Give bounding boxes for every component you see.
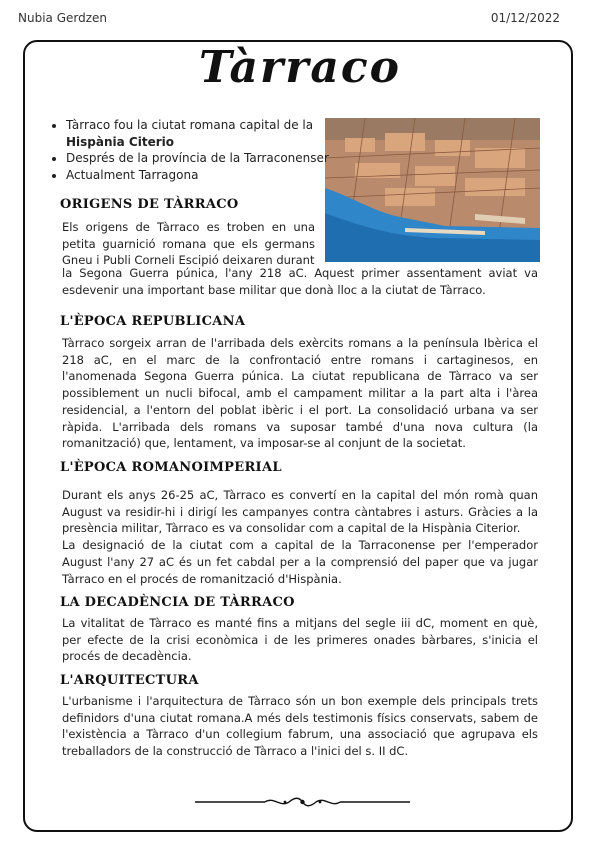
heading-republicana: L'ÈPOCA REPUBLICANA bbox=[60, 314, 246, 329]
author-name: Nubia Gerdzen bbox=[18, 11, 108, 25]
text-origens-b: la Segona Guerra púnica, l'any 218 aC. Aquest primer assentament aviat va esdevenir una important base militar que donà lloc a la ciutat de Tàrraco. bbox=[62, 266, 538, 297]
text-origens-a: Els origens de Tàrraco es troben en una petita guarnició romana que els germans Gneu i Publi Corneli Escipió deixaren durant bbox=[62, 220, 315, 268]
bullet-item: • Després de la província de la Tarraconenser bbox=[66, 150, 346, 167]
page-title: Tàrraco bbox=[198, 42, 402, 93]
text-decadencia: La vitalitat de Tàrraco es manté fins a mitjans del segle iii dC, moment en què, per efecte de la crisi econòmica i de les primeres onades bàrbares, s'inicia el procés de decadència. bbox=[62, 616, 538, 664]
heading-decadencia: LA DECADÈNCIA DE TÀRRACO bbox=[60, 595, 295, 610]
text-republicana: Tàrraco sorgeix arran de l'arribada dels exèrcits romans a la península Ibèrica el 218 aC, en el marc de la confrontació entre romans i cartaginesos, en l'anomenada Segona Guerra púnica. La ciutat republicana de Tàrraco va ser possiblement un nucli bifocal, amb el campament militar a la part alta i l'àrea residencial, a l'entorn del poblat ibèric i el port. La consolidació urbana va ser ràpida. L'arribada dels romans va suposar també d'una nova cultura (la romanització) que, lentament, va imposar-se al conjunt de la societat. bbox=[62, 336, 538, 451]
intro-bullet-list bbox=[48, 117, 346, 183]
ornament-divider-icon bbox=[195, 794, 410, 810]
heading-arquitectura: L'ARQUITECTURA bbox=[60, 673, 199, 688]
bullet-item: • Tàrraco fou la ciutat romana capital de la Hispània Citerio bbox=[66, 117, 346, 150]
heading-romanoimperial: L'ÈPOCA ROMANOIMPERIAL bbox=[60, 460, 282, 475]
bullet-item: • Actualment Tarragona bbox=[66, 167, 346, 184]
paragraph: La designació de la ciutat com a capital de la Tarraconense per l'emperador August l'any 27 aC és un fet cabdal per a la comprensió del paper que va jugar Tàrraco en el procés de romanització d'Hispània. bbox=[62, 538, 538, 586]
city-model-image bbox=[325, 118, 540, 262]
heading-origens: ORIGENS DE TÀRRACO bbox=[60, 197, 239, 212]
document-date: 01/12/2022 bbox=[490, 11, 560, 25]
text-romanoimperial bbox=[62, 487, 538, 587]
text-arquitectura: L'urbanisme i l'arquitectura de Tàrraco són un bon exemple dels principals trets definidors d'una ciutat romana.A més dels testimonis físics conservats, sabem de l'existència a Tàrraco d'un collegium fabrum, una associació que agrupava els treballadors de la construcció de Tàrraco a l'inici del s. II dC. bbox=[62, 694, 538, 759]
paragraph: Durant els anys 26-25 aC, Tàrraco es convertí en la capital del món romà quan August va residir-hi i dirigí les campanyes contra càntabres i asturs. Gràcies a la presència militar, Tàrraco es va consolidar com a capital de la Hispània Citerior. bbox=[62, 488, 538, 536]
